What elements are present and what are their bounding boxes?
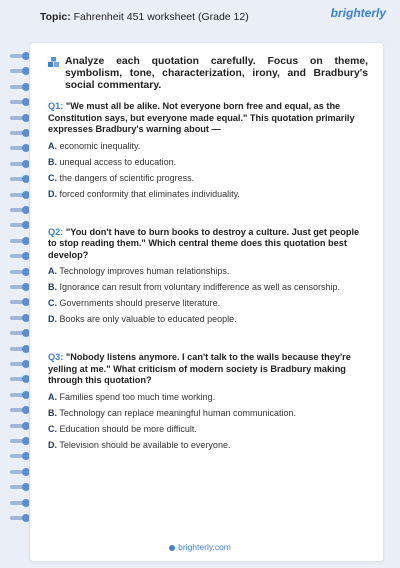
answer-option[interactable] (48, 266, 368, 277)
option-text: Families spend too much time working. (59, 391, 216, 402)
option-text: Education should be more difficult. (59, 423, 197, 434)
option-letter: B. (48, 282, 57, 292)
footer-url[interactable]: brighterly.com (178, 542, 231, 552)
option-text: Governments should preserve literature. (59, 298, 221, 308)
question-1 (48, 101, 368, 136)
question-number: Q1: (48, 101, 64, 111)
option-letter: B. (48, 407, 57, 418)
answer-option[interactable] (48, 424, 368, 435)
question-3 (48, 352, 368, 387)
option-text: Technology improves human relationships. (59, 266, 230, 276)
option-letter: A. (48, 266, 57, 276)
brand-logo: brighterly (330, 6, 386, 20)
worksheet-content (48, 56, 368, 451)
answer-option[interactable] (48, 157, 368, 168)
header-bar (0, 0, 400, 34)
answer-option[interactable] (48, 314, 368, 325)
option-text: Ignorance can result from voluntary indifference as well as censorship. (59, 282, 340, 292)
instructions (48, 56, 368, 92)
option-letter: C. (48, 172, 57, 183)
option-text: forced conformity that eliminates individuality. (59, 188, 240, 199)
answer-option[interactable] (48, 298, 368, 309)
globe-icon (169, 545, 175, 551)
question-text: "We must all be alike. Not everyone born free and equal, as the Constitution says, but everyone made equal." This quotation primarily expresses Bradbury's warning about — (48, 101, 355, 134)
option-text: Books are only valuable to educated people. (59, 314, 237, 324)
option-letter: C. (48, 298, 57, 308)
answer-option[interactable] (48, 282, 368, 293)
topic-value: Fahrenheit 451 worksheet (Grade 12) (73, 11, 249, 23)
blocks-icon (48, 57, 59, 72)
option-letter: D. (48, 188, 57, 199)
option-text: the dangers of scientific progress. (59, 172, 195, 183)
question-2 (48, 227, 368, 262)
question-number: Q3: (48, 352, 64, 362)
option-text: Television should be available to everyone. (59, 439, 231, 450)
answer-option[interactable] (48, 189, 368, 200)
question-text: "You don't have to burn books to destroy a culture. Just get people to stop reading them." Which central theme does this quotation best develop? (48, 226, 360, 260)
option-text: unequal access to education. (59, 156, 177, 167)
option-letter: D. (48, 314, 57, 324)
option-letter: D. (48, 439, 57, 450)
option-letter: C. (48, 423, 57, 434)
answer-option[interactable] (48, 440, 368, 451)
instructions-text: Analyze each quotation carefully. Focus on theme, symbolism, tone, characterization, irony, and Bradbury's social commentary. (65, 56, 368, 91)
question-number: Q2: (48, 226, 64, 237)
option-letter: A. (48, 391, 57, 402)
option-letter: A. (48, 140, 57, 151)
footer (0, 542, 400, 552)
topic-line (40, 11, 249, 23)
option-letter: B. (48, 156, 57, 167)
answer-option[interactable] (48, 408, 368, 419)
answer-option[interactable] (48, 392, 368, 403)
option-text: economic inequality. (59, 140, 141, 151)
topic-label: Topic: (40, 11, 71, 23)
answer-option[interactable] (48, 173, 368, 184)
option-text: Technology can replace meaningful human communication. (59, 407, 296, 418)
answer-option[interactable] (48, 141, 368, 152)
question-text: "Nobody listens anymore. I can't talk to the walls because they're yelling at me." What criticism of modern society is Bradbury making through this quotation? (48, 352, 351, 385)
question-list (48, 101, 368, 451)
